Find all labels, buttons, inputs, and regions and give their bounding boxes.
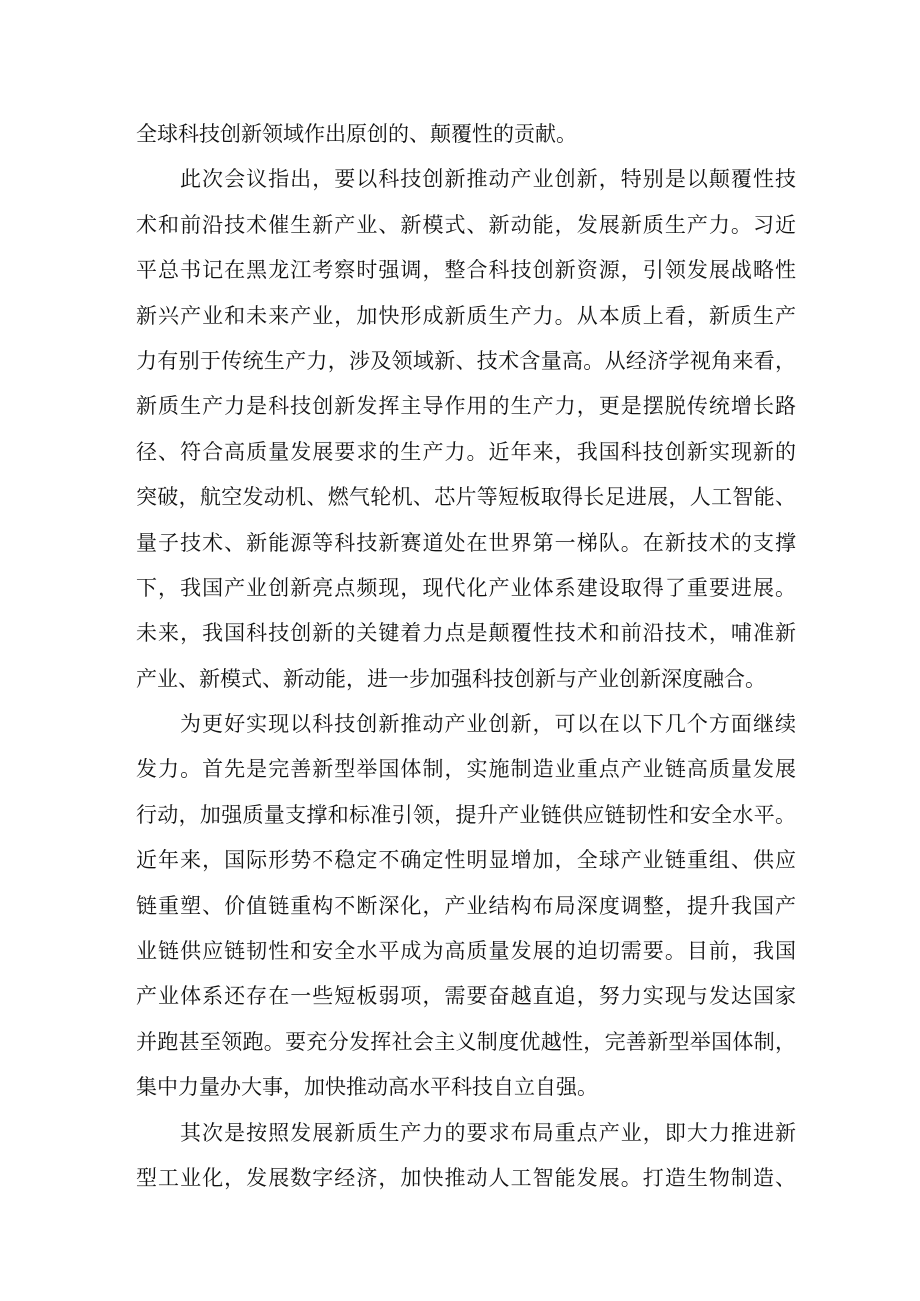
paragraph-2-line-3: 平总书记在黑龙江考察时强调，整合科技创新资源，引领发展战略性 bbox=[136, 258, 796, 283]
paragraph-3-line-2: 发力。首先是完善新型举国体制，实施制造业重点产业链高质量发展 bbox=[136, 757, 796, 782]
paragraph-2-line-10: 下，我国产业创新亮点频现，现代化产业体系建设取得了重要进展。 bbox=[136, 575, 796, 600]
paragraph-3-line-4: 近年来，国际形势不稳定不确定性明显增加，全球产业链重组、供应 bbox=[136, 848, 796, 873]
paragraph-4-line-2: 型工业化，发展数字经济，加快推动人工智能发展。打造生物制造、 bbox=[136, 1165, 796, 1190]
paragraph-2-line-4: 新兴产业和未来产业，加快形成新质生产力。从本质上看，新质生产 bbox=[136, 303, 796, 328]
paragraph-3-line-6: 业链供应链韧性和安全水平成为高质量发展的迫切需要。目前，我国 bbox=[136, 939, 796, 964]
paragraph-3-line-8: 并跑甚至领跑。要充分发挥社会主义制度优越性，完善新型举国体制， bbox=[136, 1029, 796, 1054]
paragraph-2-line-6: 新质生产力是科技创新发挥主导作用的生产力，更是摆脱传统增长路 bbox=[136, 394, 796, 419]
paragraph-2-line-11: 未来，我国科技创新的关键着力点是颠覆性技术和前沿技术，哺准新 bbox=[136, 621, 796, 646]
paragraph-2-line-5: 力有别于传统生产力，涉及领域新、技术含量高。从经济学视角来看， bbox=[136, 348, 796, 373]
paragraph-3-line-5: 链重塑、价值链重构不断深化，产业结构布局深度调整，提升我国产 bbox=[136, 893, 796, 918]
paragraph-2-line-8: 突破，航空发动机、燃气轮机、芯片等短板取得长足进展，人工智能、 bbox=[136, 485, 796, 510]
paragraph-3-line-1: 为更好实现以科技创新推动产业创新，可以在以下几个方面继续 bbox=[180, 712, 796, 737]
paragraph-3-line-9: 集中力量办大事，加快推动高水平科技自立自强。 bbox=[136, 1075, 598, 1100]
paragraph-2-line-1: 此次会议指出，要以科技创新推动产业创新，特别是以颠覆性技 bbox=[180, 167, 796, 192]
paragraph-2-line-12: 产业、新模式、新动能，进一步加强科技创新与产业创新深度融合。 bbox=[136, 666, 766, 691]
paragraph-2-line-9: 量子技术、新能源等科技新赛道处在世界第一梯队。在新技术的支撑 bbox=[136, 530, 796, 555]
paragraph-2-line-2: 术和前沿技术催生新产业、新模式、新动能，发展新质生产力。习近 bbox=[136, 212, 796, 237]
paragraph-1-line-1: 全球科技创新领域作出原创的、颠覆性的贡献。 bbox=[136, 122, 577, 146]
document-body bbox=[136, 112, 796, 1201]
paragraph-3-line-7: 产业体系还存在一些短板弱项，需要奋越直追，努力实现与发达国家 bbox=[136, 984, 796, 1009]
paragraph-3-line-3: 行动，加强质量支撑和标准引领，提升产业链供应链韧性和安全水平。 bbox=[136, 802, 796, 827]
paragraph-2-line-7: 径、符合高质量发展要求的生产力。近年来，我国科技创新实现新的 bbox=[136, 439, 796, 464]
paragraph-4-line-1: 其次是按照发展新质生产力的要求布局重点产业，即大力推进新 bbox=[180, 1120, 796, 1145]
